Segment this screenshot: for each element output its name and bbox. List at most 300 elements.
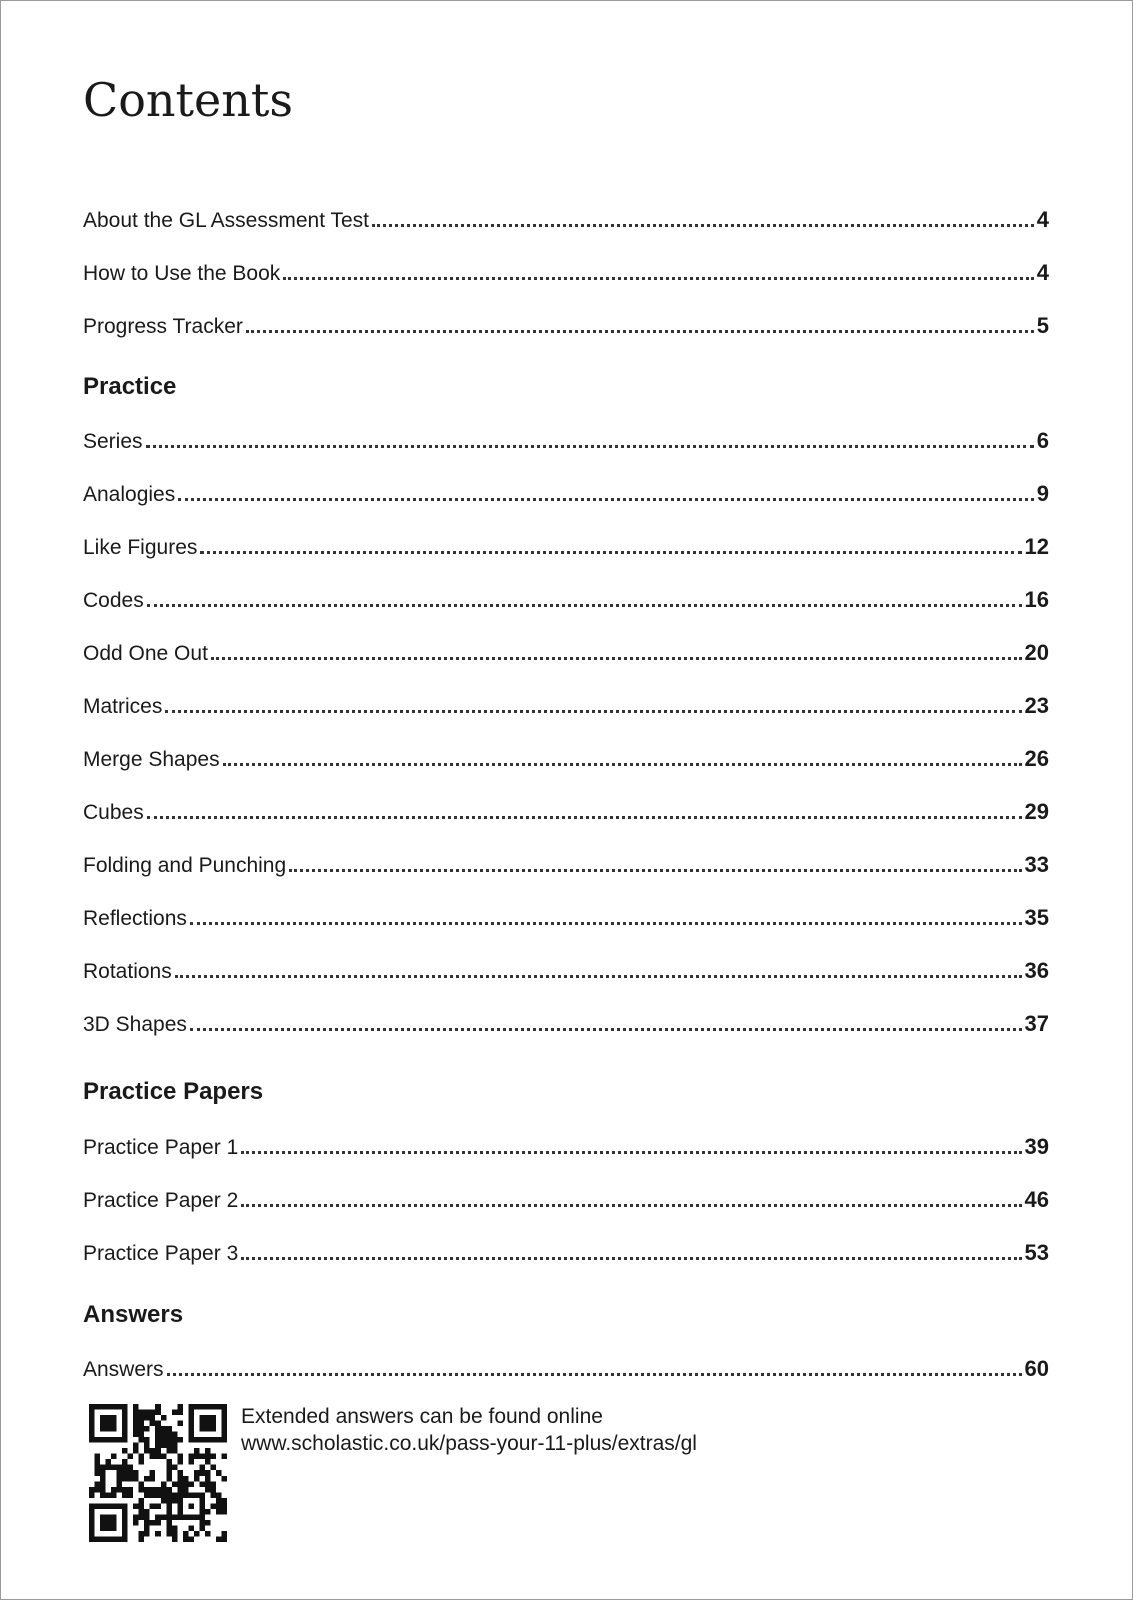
qr-module xyxy=(199,1509,205,1515)
qr-module xyxy=(89,1514,95,1520)
qr-module xyxy=(155,1404,161,1410)
qr-module xyxy=(155,1448,161,1454)
qr-module xyxy=(177,1404,183,1410)
qr-module xyxy=(122,1459,128,1465)
toc-label: Codes xyxy=(83,589,144,612)
qr-module xyxy=(111,1454,117,1460)
toc-label: Practice Paper 1 xyxy=(83,1136,239,1159)
qr-module xyxy=(89,1432,95,1438)
qr-module xyxy=(122,1520,128,1526)
qr-module xyxy=(100,1481,106,1487)
qr-module xyxy=(122,1432,128,1438)
qr-module xyxy=(122,1509,128,1515)
toc-row-how-to-use[interactable] xyxy=(83,250,1049,284)
qr-module xyxy=(122,1536,128,1542)
qr-module xyxy=(221,1410,227,1416)
qr-module xyxy=(122,1531,128,1537)
toc-row-practice-paper-2[interactable] xyxy=(83,1177,1049,1211)
toc-label: Answers xyxy=(83,1358,164,1381)
qr-module xyxy=(117,1481,123,1487)
qr-module xyxy=(139,1509,145,1515)
toc-row-codes[interactable] xyxy=(83,577,1049,611)
qr-module xyxy=(111,1487,117,1493)
qr-module xyxy=(100,1487,106,1493)
qr-module xyxy=(161,1415,167,1421)
qr-module xyxy=(89,1437,95,1443)
toc-page-number: 16 xyxy=(1024,587,1049,612)
qr-module xyxy=(122,1448,128,1454)
qr-module xyxy=(199,1465,205,1471)
qr-module xyxy=(111,1426,117,1432)
qr-module xyxy=(183,1514,189,1520)
qr-module xyxy=(155,1421,161,1427)
qr-module xyxy=(188,1536,194,1542)
qr-module xyxy=(106,1421,112,1427)
qr-module xyxy=(122,1492,128,1498)
qr-module xyxy=(117,1476,123,1482)
qr-module xyxy=(150,1492,156,1498)
qr-module xyxy=(155,1487,161,1493)
qr-module xyxy=(172,1536,178,1542)
qr-module xyxy=(166,1498,172,1504)
section-heading-practice-papers: Practice Papers xyxy=(83,1078,264,1105)
qr-module xyxy=(133,1520,139,1526)
qr-module xyxy=(144,1443,150,1449)
qr-module xyxy=(139,1536,145,1542)
qr-module xyxy=(166,1448,172,1454)
qr-module xyxy=(144,1514,150,1520)
qr-module xyxy=(106,1492,112,1498)
qr-module xyxy=(144,1426,150,1432)
dot-leader xyxy=(372,224,1034,227)
toc-page-number: 26 xyxy=(1024,746,1049,771)
dot-leader xyxy=(241,1257,1021,1260)
qr-module xyxy=(166,1443,172,1449)
qr-module xyxy=(205,1481,211,1487)
qr-module xyxy=(95,1454,101,1460)
dot-leader xyxy=(246,330,1034,333)
toc-page-number: 20 xyxy=(1024,640,1049,665)
qr-module xyxy=(172,1410,178,1416)
dot-leader xyxy=(167,1373,1022,1376)
dot-leader xyxy=(190,922,1022,925)
qr-module xyxy=(210,1503,216,1509)
qr-module xyxy=(139,1487,145,1493)
qr-module xyxy=(117,1465,123,1471)
qr-module xyxy=(199,1503,205,1509)
toc-row-3d-shapes[interactable] xyxy=(83,1001,1049,1035)
toc-page-number: 60 xyxy=(1024,1356,1049,1381)
qr-module xyxy=(95,1459,101,1465)
dot-leader xyxy=(175,975,1022,978)
qr-module xyxy=(95,1536,101,1542)
qr-module xyxy=(172,1492,178,1498)
dot-leader xyxy=(190,1028,1022,1031)
qr-module xyxy=(122,1410,128,1416)
qr-module xyxy=(188,1410,194,1416)
qr-module xyxy=(100,1421,106,1427)
qr-module xyxy=(221,1503,227,1509)
qr-module xyxy=(111,1503,117,1509)
qr-module xyxy=(177,1470,183,1476)
toc-page-number: 12 xyxy=(1024,534,1049,559)
qr-module xyxy=(188,1454,194,1460)
qr-module xyxy=(133,1421,139,1427)
toc-label: 3D Shapes xyxy=(83,1013,187,1036)
online-answers-note xyxy=(241,1403,697,1457)
qr-module xyxy=(194,1454,200,1460)
qr-module xyxy=(183,1476,189,1482)
qr-module xyxy=(106,1465,112,1471)
qr-module xyxy=(122,1421,128,1427)
qr-module xyxy=(205,1448,211,1454)
toc-label: Matrices xyxy=(83,695,163,718)
qr-module xyxy=(111,1520,117,1526)
qr-module xyxy=(139,1498,145,1504)
qr-module xyxy=(155,1443,161,1449)
toc-page-number: 5 xyxy=(1036,313,1049,338)
qr-module xyxy=(177,1487,183,1493)
toc-page-number: 33 xyxy=(1024,852,1049,877)
qr-module xyxy=(155,1531,161,1537)
toc-page-number: 6 xyxy=(1036,428,1049,453)
toc-page-number: 39 xyxy=(1024,1134,1049,1159)
dot-leader xyxy=(283,277,1033,280)
qr-module xyxy=(188,1525,194,1531)
qr-code-icon[interactable] xyxy=(89,1404,227,1542)
toc-row-about-gl-test[interactable] xyxy=(83,197,1049,231)
qr-module xyxy=(221,1437,227,1443)
qr-module xyxy=(177,1509,183,1515)
toc-page-number: 4 xyxy=(1036,207,1049,232)
qr-module xyxy=(172,1448,178,1454)
qr-module xyxy=(166,1503,172,1509)
qr-module xyxy=(117,1404,123,1410)
qr-module xyxy=(106,1426,112,1432)
toc-row-practice-paper-3[interactable] xyxy=(83,1230,1049,1264)
qr-module xyxy=(133,1514,139,1520)
qr-module xyxy=(194,1448,200,1454)
qr-module xyxy=(150,1520,156,1526)
toc-row-rotations[interactable] xyxy=(83,948,1049,982)
qr-module xyxy=(117,1437,123,1443)
toc-row-folding-punching[interactable] xyxy=(83,842,1049,876)
qr-module xyxy=(100,1492,106,1498)
dot-leader xyxy=(165,710,1021,713)
qr-module xyxy=(89,1404,95,1410)
dot-leader xyxy=(289,869,1021,872)
qr-module xyxy=(89,1525,95,1531)
qr-module xyxy=(205,1459,211,1465)
qr-module xyxy=(155,1503,161,1509)
qr-module xyxy=(177,1514,183,1520)
qr-module xyxy=(128,1476,134,1482)
qr-module xyxy=(122,1503,128,1509)
qr-module xyxy=(155,1437,161,1443)
qr-module xyxy=(133,1448,139,1454)
qr-module xyxy=(111,1536,117,1542)
toc-page-number: 46 xyxy=(1024,1187,1049,1212)
qr-module xyxy=(106,1536,112,1542)
toc-row-merge-shapes[interactable] xyxy=(83,736,1049,770)
qr-module xyxy=(161,1487,167,1493)
qr-module xyxy=(199,1415,205,1421)
qr-module xyxy=(89,1492,95,1498)
qr-module xyxy=(133,1503,139,1509)
qr-module xyxy=(172,1443,178,1449)
qr-module xyxy=(161,1481,167,1487)
section-heading-practice: Practice xyxy=(83,373,177,400)
qr-module xyxy=(188,1514,194,1520)
qr-module xyxy=(205,1415,211,1421)
online-answers-url[interactable]: www.scholastic.co.uk/pass-your-11-plus/extras/gl xyxy=(241,1432,697,1455)
qr-module xyxy=(221,1536,227,1542)
qr-module xyxy=(210,1492,216,1498)
qr-module xyxy=(150,1454,156,1460)
qr-module xyxy=(161,1454,167,1460)
qr-module xyxy=(188,1459,194,1465)
qr-module xyxy=(139,1426,145,1432)
toc-row-analogies[interactable] xyxy=(83,471,1049,505)
qr-module xyxy=(100,1437,106,1443)
qr-module xyxy=(221,1421,227,1427)
qr-module xyxy=(100,1536,106,1542)
qr-module xyxy=(216,1437,222,1443)
qr-module xyxy=(172,1498,178,1504)
qr-module xyxy=(133,1410,139,1416)
qr-module xyxy=(106,1437,112,1443)
qr-module xyxy=(177,1410,183,1416)
qr-module xyxy=(199,1498,205,1504)
qr-module xyxy=(210,1421,216,1427)
toc-page-number: 4 xyxy=(1036,260,1049,285)
qr-module xyxy=(139,1432,145,1438)
qr-module xyxy=(89,1426,95,1432)
qr-module xyxy=(144,1492,150,1498)
qr-module xyxy=(139,1437,145,1443)
qr-module xyxy=(122,1437,128,1443)
qr-module xyxy=(95,1437,101,1443)
qr-module xyxy=(166,1437,172,1443)
toc-page-number: 53 xyxy=(1024,1240,1049,1265)
qr-module xyxy=(205,1421,211,1427)
qr-module xyxy=(205,1487,211,1493)
qr-module xyxy=(199,1437,205,1443)
toc-label: Series xyxy=(83,430,143,453)
qr-module xyxy=(177,1459,183,1465)
qr-module xyxy=(161,1426,167,1432)
qr-module xyxy=(210,1481,216,1487)
toc-row-cubes[interactable] xyxy=(83,789,1049,823)
qr-module xyxy=(139,1531,145,1537)
qr-module xyxy=(122,1415,128,1421)
qr-module xyxy=(117,1470,123,1476)
qr-module xyxy=(139,1503,145,1509)
qr-module xyxy=(161,1443,167,1449)
qr-module xyxy=(155,1520,161,1526)
qr-module xyxy=(221,1454,227,1460)
qr-module xyxy=(144,1509,150,1515)
qr-module xyxy=(194,1492,200,1498)
qr-module xyxy=(122,1514,128,1520)
qr-module xyxy=(117,1503,123,1509)
qr-module xyxy=(210,1415,216,1421)
qr-module xyxy=(155,1514,161,1520)
qr-module xyxy=(150,1410,156,1416)
qr-module xyxy=(216,1503,222,1509)
toc-page-number: 36 xyxy=(1024,958,1049,983)
toc-row-series[interactable] xyxy=(83,418,1049,452)
qr-module xyxy=(133,1415,139,1421)
qr-module xyxy=(100,1426,106,1432)
qr-module xyxy=(89,1410,95,1416)
qr-module xyxy=(122,1476,128,1482)
qr-module xyxy=(100,1520,106,1526)
dot-leader xyxy=(147,604,1022,607)
toc-label: Analogies xyxy=(83,483,176,506)
toc-page-number: 29 xyxy=(1024,799,1049,824)
qr-module xyxy=(166,1531,172,1537)
qr-module xyxy=(216,1509,222,1515)
qr-module xyxy=(183,1481,189,1487)
qr-module xyxy=(172,1465,178,1471)
toc-row-like-figures[interactable] xyxy=(83,524,1049,558)
qr-module xyxy=(210,1437,216,1443)
qr-module xyxy=(139,1514,145,1520)
qr-module xyxy=(188,1503,194,1509)
online-answers-line: Extended answers can be found online xyxy=(241,1405,603,1428)
qr-module xyxy=(183,1492,189,1498)
page-title: Contents xyxy=(83,73,293,127)
qr-module xyxy=(111,1404,117,1410)
qr-module xyxy=(144,1415,150,1421)
qr-module xyxy=(194,1470,200,1476)
qr-module xyxy=(133,1426,139,1432)
toc-row-practice-paper-1[interactable] xyxy=(83,1124,1049,1158)
qr-module xyxy=(188,1432,194,1438)
qr-module xyxy=(166,1470,172,1476)
qr-module xyxy=(155,1426,161,1432)
qr-module xyxy=(161,1432,167,1438)
qr-module xyxy=(177,1498,183,1504)
qr-module xyxy=(100,1415,106,1421)
qr-module xyxy=(221,1498,227,1504)
qr-module xyxy=(100,1465,106,1471)
toc-row-progress-tracker[interactable] xyxy=(83,303,1049,337)
qr-module xyxy=(144,1531,150,1537)
toc-page-number: 9 xyxy=(1036,481,1049,506)
qr-module xyxy=(139,1421,145,1427)
dot-leader xyxy=(147,816,1022,819)
qr-module xyxy=(155,1410,161,1416)
toc-row-matrices[interactable] xyxy=(83,683,1049,717)
qr-module xyxy=(89,1520,95,1526)
qr-module xyxy=(177,1476,183,1482)
qr-module xyxy=(210,1454,216,1460)
qr-module xyxy=(89,1421,95,1427)
qr-module xyxy=(117,1487,123,1493)
qr-module xyxy=(199,1514,205,1520)
qr-module xyxy=(111,1421,117,1427)
qr-module xyxy=(172,1531,178,1537)
qr-module xyxy=(89,1503,95,1509)
qr-module xyxy=(144,1437,150,1443)
qr-module xyxy=(144,1410,150,1416)
qr-module xyxy=(221,1531,227,1537)
qr-module xyxy=(133,1476,139,1482)
qr-module xyxy=(172,1481,178,1487)
qr-module xyxy=(150,1487,156,1493)
qr-module xyxy=(199,1481,205,1487)
qr-module xyxy=(194,1531,200,1537)
qr-module xyxy=(106,1503,112,1509)
qr-module xyxy=(199,1525,205,1531)
dot-leader xyxy=(241,1204,1021,1207)
qr-module xyxy=(100,1525,106,1531)
toc-label: Reflections xyxy=(83,907,187,930)
qr-module xyxy=(172,1525,178,1531)
toc-label: How to Use the Book xyxy=(83,262,281,285)
qr-module xyxy=(155,1492,161,1498)
qr-module xyxy=(122,1525,128,1531)
qr-module xyxy=(95,1503,101,1509)
qr-module xyxy=(106,1415,112,1421)
qr-module xyxy=(177,1503,183,1509)
qr-module xyxy=(188,1492,194,1498)
qr-module xyxy=(172,1437,178,1443)
qr-module xyxy=(155,1454,161,1460)
qr-module xyxy=(205,1509,211,1515)
dot-leader xyxy=(146,445,1034,448)
qr-module xyxy=(194,1514,200,1520)
toc-row-odd-one-out[interactable] xyxy=(83,630,1049,664)
qr-module xyxy=(205,1520,211,1526)
qr-module xyxy=(205,1476,211,1482)
qr-module xyxy=(133,1432,139,1438)
qr-module xyxy=(100,1476,106,1482)
qr-module xyxy=(205,1454,211,1460)
qr-module xyxy=(128,1470,134,1476)
qr-module xyxy=(221,1415,227,1421)
dot-leader xyxy=(200,551,1021,554)
toc-label: Cubes xyxy=(83,801,144,824)
toc-label: Like Figures xyxy=(83,536,198,559)
qr-module xyxy=(221,1509,227,1515)
qr-module xyxy=(177,1421,183,1427)
qr-module xyxy=(100,1404,106,1410)
qr-module xyxy=(111,1465,117,1471)
qr-module xyxy=(117,1536,123,1542)
qr-module xyxy=(144,1448,150,1454)
qr-module xyxy=(221,1404,227,1410)
qr-module xyxy=(133,1404,139,1410)
qr-module xyxy=(210,1426,216,1432)
qr-module xyxy=(177,1437,183,1443)
qr-module xyxy=(122,1465,128,1471)
qr-module xyxy=(205,1404,211,1410)
qr-module xyxy=(89,1415,95,1421)
qr-module xyxy=(150,1503,156,1509)
qr-module xyxy=(128,1492,134,1498)
qr-module xyxy=(194,1437,200,1443)
qr-module xyxy=(111,1415,117,1421)
qr-module xyxy=(166,1476,172,1482)
toc-row-reflections[interactable] xyxy=(83,895,1049,929)
qr-module xyxy=(183,1531,189,1537)
qr-module xyxy=(95,1470,101,1476)
qr-module xyxy=(95,1481,101,1487)
toc-row-answers[interactable] xyxy=(83,1346,1049,1380)
